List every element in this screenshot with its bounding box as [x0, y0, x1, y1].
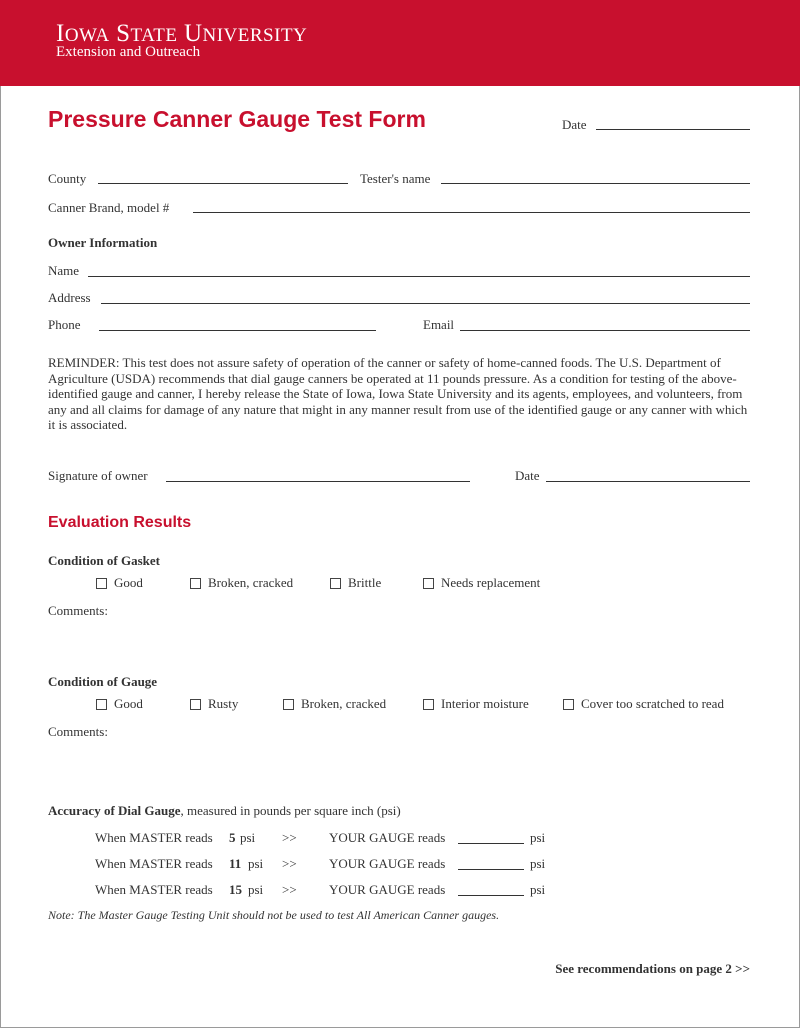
address-label: Address: [48, 290, 91, 305]
date-field[interactable]: [596, 129, 750, 130]
checkbox-icon[interactable]: [283, 699, 294, 710]
gauge-comments-label: Comments:: [48, 724, 108, 739]
date-label: Date: [562, 117, 587, 132]
gasket-option-needs-replacement[interactable]: Needs replacement: [423, 575, 540, 591]
master-value: 15: [229, 882, 242, 897]
signature-date-field[interactable]: [546, 481, 750, 482]
psi-unit: psi: [530, 830, 546, 845]
checkbox-icon[interactable]: [96, 578, 107, 589]
form-title: Pressure Canner Gauge Test Form: [48, 106, 426, 132]
email-label: Email: [423, 317, 455, 332]
checkbox-icon[interactable]: [423, 578, 434, 589]
master-unit: psi: [248, 882, 264, 897]
testing-note: Note: The Master Gauge Testing Unit should not be used to test All American Canner gauges.: [48, 908, 500, 922]
gauge-option-good[interactable]: Good: [96, 696, 143, 712]
unit-name: Extension and Outreach: [56, 44, 201, 60]
checkbox-icon[interactable]: [190, 578, 201, 589]
your-gauge-field[interactable]: [458, 895, 524, 896]
gasket-option-good[interactable]: Good: [96, 575, 143, 591]
gauge-option-broken[interactable]: Broken, cracked: [283, 696, 386, 712]
checkbox-icon[interactable]: [190, 699, 201, 710]
see-recommendations-link[interactable]: See recommendations on page 2 >>: [555, 961, 750, 976]
canner-brand-field[interactable]: [193, 212, 750, 213]
psi-unit: psi: [530, 856, 546, 871]
arrow-text: >>: [282, 830, 297, 845]
checkbox-icon[interactable]: [330, 578, 341, 589]
name-label: Name: [48, 263, 80, 278]
your-gauge-label: YOUR GAUGE reads: [329, 830, 446, 845]
evaluation-heading: Evaluation Results: [48, 514, 192, 531]
master-unit: psi: [248, 856, 264, 871]
signature-date-label: Date: [515, 468, 540, 483]
master-unit: psi: [240, 830, 256, 845]
university-name: IOWA STATE UNIVERSITY: [56, 20, 308, 47]
gasket-comments-label: Comments:: [48, 603, 108, 618]
reminder-text: REMINDER: This test does not assure safety of operation of the canner or safety of home-canned foods. The U.S. Department of Agriculture (USDA) recommends that dial gauge canners be operated at 11 pounds pressure. As a condition for testing of the above-identified gauge and canner, I hereby release the State of Iowa, Iowa State University and its agents, employees, and volunteers, from any and all claims for damage of any nature that might in any manner result from use of the identified gauge or any canner with which it is associated.: [48, 355, 748, 432]
tester-label: Tester's name: [360, 171, 431, 186]
canner-brand-label: Canner Brand, model #: [48, 200, 170, 215]
owner-info-heading: Owner Information: [48, 235, 158, 250]
name-field[interactable]: [88, 276, 750, 277]
master-reads-label: When MASTER reads: [95, 830, 213, 845]
email-field[interactable]: [460, 330, 750, 331]
checkbox-icon[interactable]: [96, 699, 107, 710]
accuracy-heading: Accuracy of Dial Gauge, measured in pounds per square inch (psi): [48, 803, 401, 818]
your-gauge-label: YOUR GAUGE reads: [329, 856, 446, 871]
address-field[interactable]: [101, 303, 750, 304]
gasket-option-broken[interactable]: Broken, cracked: [190, 575, 293, 591]
arrow-text: >>: [282, 856, 297, 871]
master-value: 5: [229, 830, 236, 845]
signature-label: Signature of owner: [48, 468, 148, 483]
master-reads-label: When MASTER reads: [95, 882, 213, 897]
your-gauge-field[interactable]: [458, 843, 524, 844]
gauge-option-cover-scratched[interactable]: Cover too scratched to read: [563, 696, 724, 712]
psi-unit: psi: [530, 882, 546, 897]
gasket-heading: Condition of Gasket: [48, 553, 160, 568]
gauge-heading: Condition of Gauge: [48, 674, 158, 689]
signature-field[interactable]: [166, 481, 470, 482]
your-gauge-field[interactable]: [458, 869, 524, 870]
checkbox-icon[interactable]: [563, 699, 574, 710]
gasket-option-brittle[interactable]: Brittle: [330, 575, 381, 591]
your-gauge-label: YOUR GAUGE reads: [329, 882, 446, 897]
phone-label: Phone: [48, 317, 81, 332]
phone-field[interactable]: [99, 330, 376, 331]
county-label: County: [48, 171, 87, 186]
master-reads-label: When MASTER reads: [95, 856, 213, 871]
master-value: 11: [229, 856, 242, 871]
checkbox-icon[interactable]: [423, 699, 434, 710]
county-field[interactable]: [98, 183, 348, 184]
gauge-option-rusty[interactable]: Rusty: [190, 696, 238, 712]
tester-field[interactable]: [441, 183, 750, 184]
arrow-text: >>: [282, 882, 297, 897]
gauge-option-interior-moisture[interactable]: Interior moisture: [423, 696, 529, 712]
